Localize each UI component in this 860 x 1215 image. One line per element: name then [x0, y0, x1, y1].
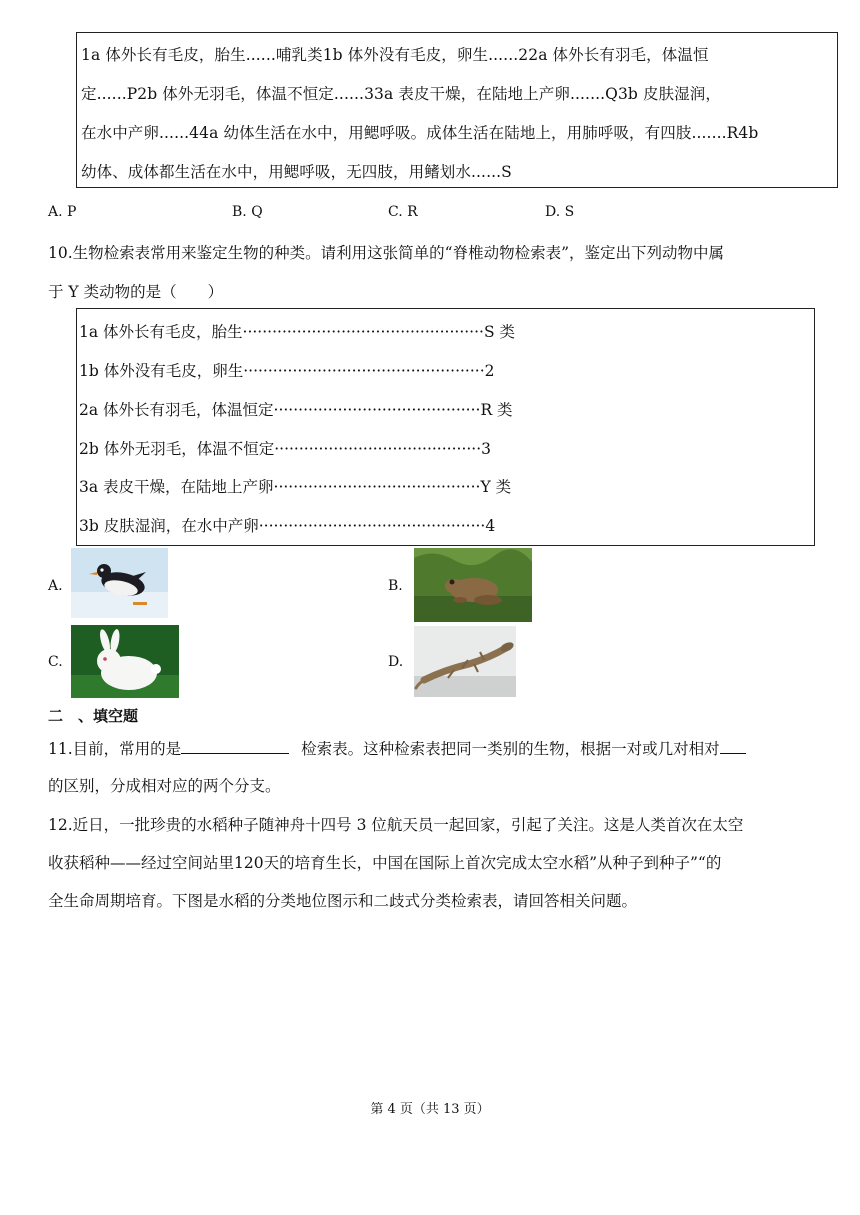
q11-blank-2[interactable] [720, 737, 746, 754]
q9-option-c[interactable]: C. R [388, 204, 418, 220]
q10-stem-line2: 于 Y 类动物的是（ ） [48, 283, 224, 301]
q10-stem-line1: 10.生物检索表常用来鉴定生物的种类。请利用这张简单的“脊椎动物检索表”，鉴定出下列动物中属 [48, 244, 725, 262]
q9-table-line: 在水中产卵......44a 幼体生活在水中，用鳃呼吸。成体生活在陆地上，用肺呼吸，有四肢.......R4b [81, 124, 759, 142]
q12-line2: 收获稻种——经过空间站里120天的培育生长，中国在国际上首次完成太空水稻”从种子到种子”“的 [48, 854, 722, 872]
q9-key-table [76, 32, 838, 188]
q10-key-table [76, 308, 815, 546]
q9-option-b[interactable]: B. Q [232, 204, 263, 220]
q10-option-b-label[interactable]: B. [388, 578, 403, 594]
q9-table-line: 1a 体外长有毛皮，胎生......哺乳类1b 体外没有毛皮，卵生......22a 体外长有羽毛，体温恒 [81, 46, 709, 64]
q11-line1 [48, 737, 746, 759]
lizard-image[interactable] [414, 626, 516, 697]
q9-table-line: 幼体、成体都生活在水中，用鳃呼吸，无四肢，用鳍划水......S [81, 163, 512, 181]
q10-table-line: 2b 体外无羽毛，体温不恒定··········································3 [79, 440, 492, 458]
q9-table-line: 定......P2b 体外无羽毛，体温不恒定......33a 表皮干燥，在陆地上产卵.......Q3b 皮肤湿润， [81, 85, 721, 103]
q12-line3: 全生命周期培育。下图是水稻的分类地位图示和二歧式分类检索表，请回答相关问题。 [48, 892, 638, 910]
section-title: 二 、填空题 [48, 707, 139, 725]
q11-text: 检索表。这种检索表把同一类别的生物，根据一对或几对相对 [301, 740, 720, 758]
q9-option-a[interactable]: A. P [48, 204, 77, 220]
q10-option-d-label[interactable]: D. [388, 654, 404, 670]
penguin-image[interactable] [71, 548, 168, 618]
q10-table-line: 3a 表皮干燥，在陆地上产卵··········································Y 类 [79, 478, 512, 496]
q12-line1: 12.近日，一批珍贵的水稻种子随神舟十四号 3 位航天员一起回家，引起了关注。这是人类首次在太空 [48, 816, 744, 834]
q10-table-line: 1a 体外长有毛皮，胎生·················································S 类 [79, 323, 515, 341]
q10-table-line: 1b 体外没有毛皮，卵生·················································2 [79, 362, 495, 380]
q9-option-d[interactable]: D. S [545, 204, 575, 220]
rabbit-image[interactable] [71, 625, 179, 698]
q10-option-a-label[interactable]: A. [48, 578, 63, 594]
page-number: 第 4 页（共 13 页） [370, 1102, 490, 1117]
q11-blank-1[interactable] [181, 737, 289, 754]
q11-line2: 的区别，分成相对应的两个分支。 [48, 777, 281, 795]
frog-image[interactable] [414, 548, 532, 622]
q10-table-line: 3b 皮肤湿润，在水中产卵··············································4 [79, 517, 496, 535]
q10-option-c-label[interactable]: C. [48, 654, 63, 670]
q10-table-line: 2a 体外长有羽毛，体温恒定··········································R 类 [79, 401, 513, 419]
q11-text: 11.目前，常用的是 [48, 740, 182, 758]
